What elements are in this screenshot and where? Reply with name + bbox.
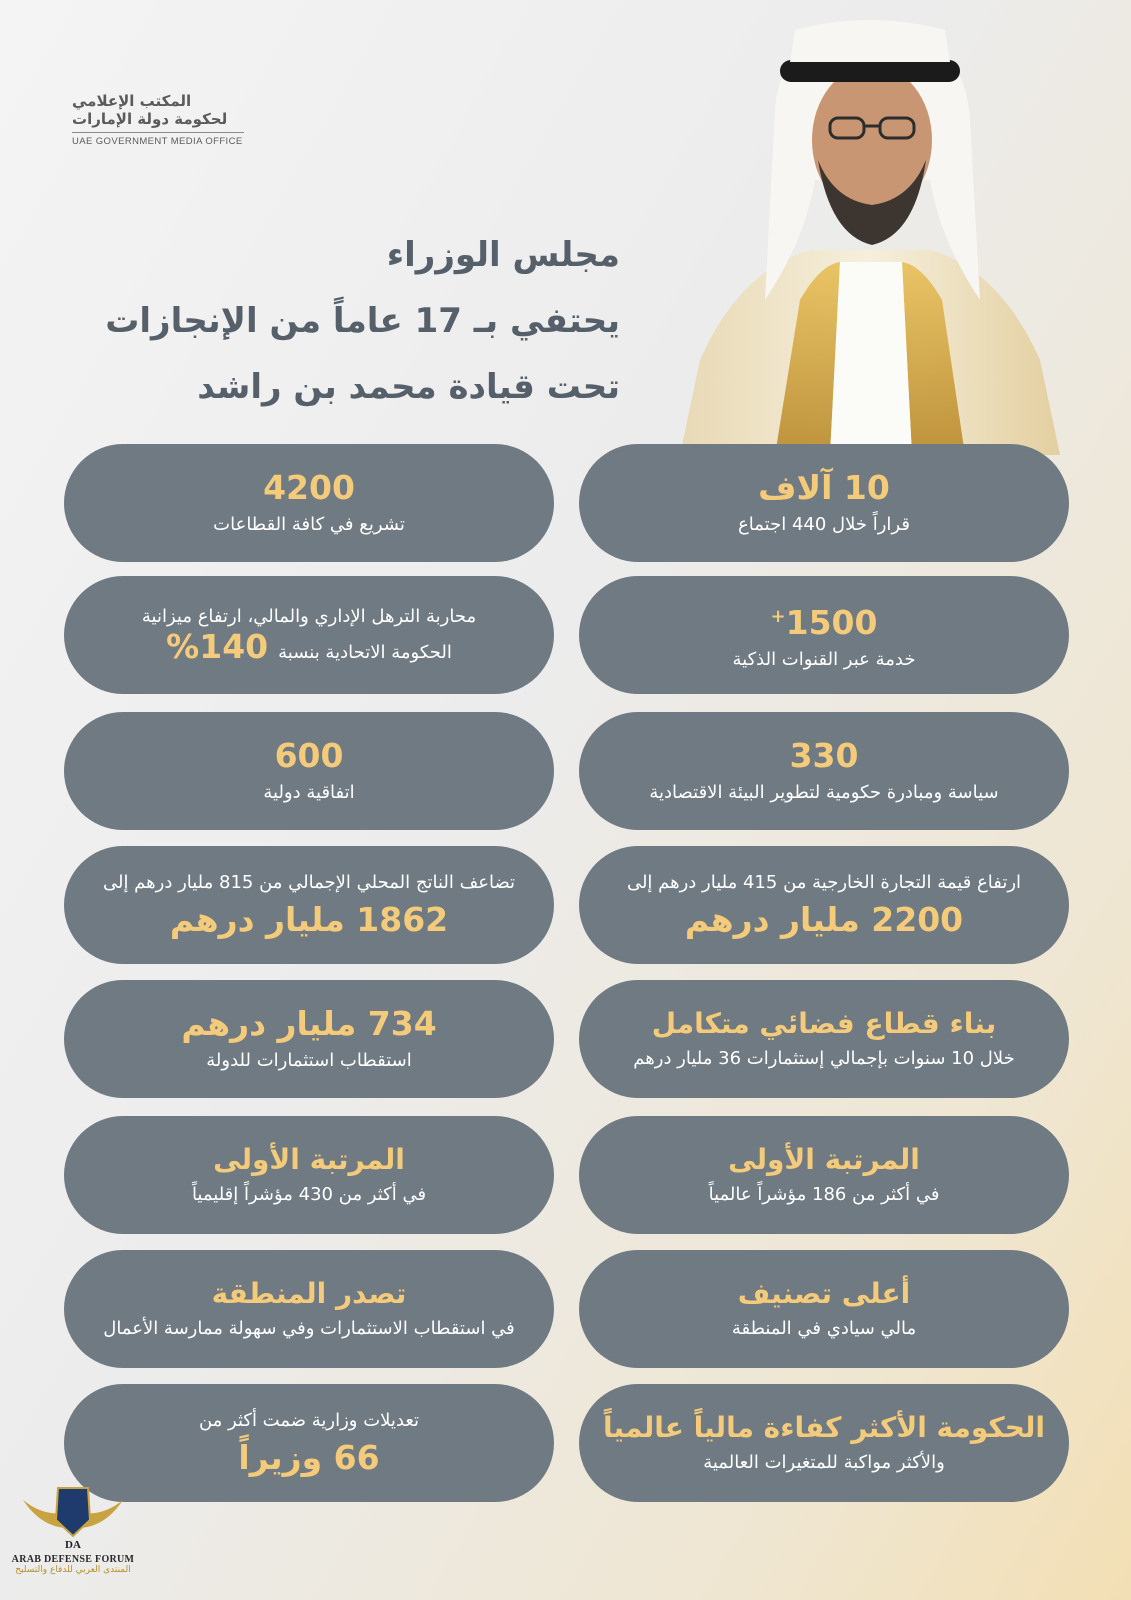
logo-english-line: UAE GOVERNMENT MEDIA OFFICE — [72, 136, 243, 147]
forum-name-en: ARAB DEFENSE FORUM — [11, 1554, 135, 1565]
card-space-sector-title: بناء قطاع فضائي متكامل — [651, 1007, 997, 1040]
card-foreign-trade — [579, 846, 1069, 964]
services-plus: + — [770, 606, 786, 627]
card-efficient-government-text: والأكثر مواكبة للمتغيرات العالمية — [703, 1452, 945, 1473]
card-budget-value: 140% — [166, 627, 269, 666]
card-foreign-trade-text: ارتفاع قيمة التجارة الخارجية من 415 مليار درهم إلى — [626, 872, 1022, 893]
card-region-lead — [64, 1250, 554, 1368]
headline-line-2: يحتفي بـ 17 عاماً من الإنجازات — [105, 301, 620, 341]
card-investments — [64, 980, 554, 1098]
card-agreements — [64, 712, 554, 830]
card-foreign-trade-value: 2200 مليار درهم — [684, 900, 964, 939]
card-agreements-value: 600 — [274, 736, 344, 775]
card-regional-rank — [64, 1116, 554, 1234]
card-global-rank-text: في أكثر من 186 مؤشراً عالمياً — [708, 1184, 940, 1205]
card-legislation-value: 4200 — [263, 468, 355, 507]
arab-defense-forum-watermark — [8, 1480, 138, 1595]
card-efficient-government-title: الحكومة الأكثر كفاءة مالياً عالمياً — [603, 1411, 1045, 1444]
card-region-lead-text: في استقطاب الاستثمارات وفي سهولة ممارسة الأعمال — [103, 1318, 515, 1339]
logo-arabic-line1: المكتب الإعلامي — [72, 92, 192, 110]
card-budget — [64, 576, 554, 694]
forum-emblem-icon — [18, 1480, 128, 1550]
card-regional-rank-text: في أكثر من 430 مؤشراً إقليمياً — [191, 1184, 427, 1205]
card-space-sector-text: خلال 10 سنوات بإجمالي إستثمارات 36 مليار درهم — [633, 1048, 1015, 1069]
card-efficient-government — [579, 1384, 1069, 1502]
card-legislation — [64, 444, 554, 562]
card-smart-services-text: خدمة عبر القنوات الذكية — [732, 649, 916, 670]
card-legislation-text: تشريع في كافة القطاعات — [213, 514, 405, 535]
card-gdp — [64, 846, 554, 964]
forum-monogram: DA — [65, 1539, 81, 1550]
card-decisions-value: 10 آلاف — [758, 468, 890, 507]
services-count: 1500 — [785, 603, 878, 642]
card-smart-services — [579, 576, 1069, 694]
card-credit-rating-title: أعلى تصنيف — [737, 1277, 911, 1310]
logo-arabic-line2: لحكومة دولة الإمارات — [72, 110, 228, 128]
card-investments-value: 734 مليار درهم — [181, 1004, 437, 1043]
forum-name-ar: المنتدى العربي للدفاع والتسليح — [15, 1565, 131, 1575]
card-decisions-text: قراراً خلال 440 اجتماع — [738, 514, 910, 535]
headline-line-3: تحت قيادة محمد بن راشد — [197, 367, 620, 407]
card-space-sector — [579, 980, 1069, 1098]
card-gdp-value: 1862 مليار درهم — [169, 900, 449, 939]
card-credit-rating-text: مالي سيادي في المنطقة — [731, 1318, 917, 1339]
card-region-lead-title: تصدر المنطقة — [211, 1277, 407, 1310]
card-ministers-text: تعديلات وزارية ضمت أكثر من — [198, 1410, 420, 1431]
card-decisions — [579, 444, 1069, 562]
card-gdp-text: تضاعف الناتج المحلي الإجمالي من 815 مليار درهم إلى — [102, 872, 516, 893]
card-ministers-value: 66 وزيراً — [238, 1438, 380, 1477]
card-global-rank-title: المرتبة الأولى — [728, 1143, 920, 1176]
card-policies — [579, 712, 1069, 830]
card-policies-text: سياسة ومبادرة حكومية لتطوير البيئة الاقتصادية — [649, 782, 999, 803]
card-smart-services-value — [771, 595, 878, 645]
card-credit-rating — [579, 1250, 1069, 1368]
headline-line-1: مجلس الوزراء — [386, 235, 620, 275]
card-budget-text-2: الحكومة الاتحادية بنسبة — [278, 642, 452, 663]
card-investments-text: استقطاب استثمارات للدولة — [206, 1050, 412, 1071]
card-agreements-text: اتفاقية دولية — [263, 782, 355, 803]
card-budget-text-1: محاربة الترهل الإداري والمالي، ارتفاع ميزانية — [141, 606, 477, 627]
card-global-rank — [579, 1116, 1069, 1234]
card-policies-value: 330 — [789, 736, 859, 775]
card-budget-line-2 — [166, 627, 452, 668]
card-regional-rank-title: المرتبة الأولى — [213, 1143, 405, 1176]
